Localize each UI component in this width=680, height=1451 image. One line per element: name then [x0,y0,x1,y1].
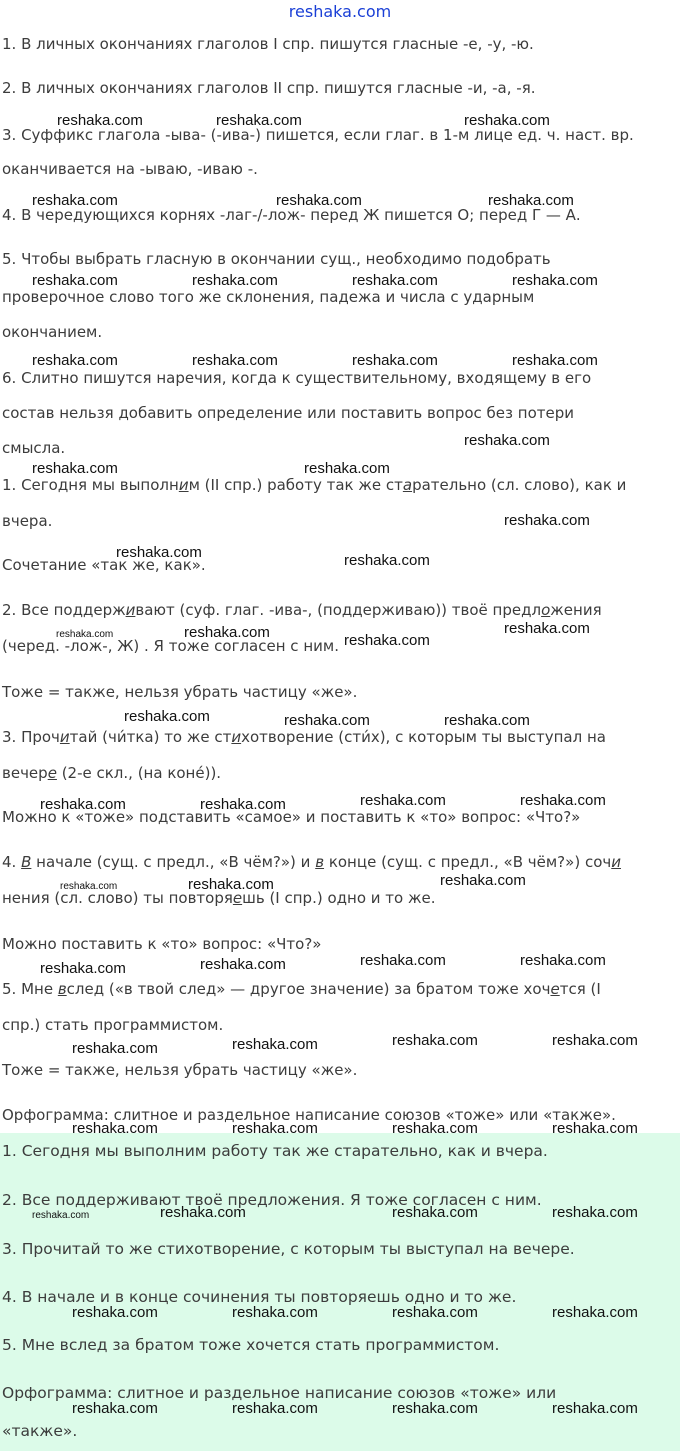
rule-1: 1. В личных окончаниях глаголов I спр. пишутся гласные -е, -у, -ю. [2,35,534,53]
watermark: reshaka.com [520,792,606,809]
watermark: reshaka.com [188,876,274,893]
watermark: reshaka.com [232,1036,318,1053]
watermark: reshaka.com [184,624,270,641]
answer-orthogram: Орфограмма: слитное и раздельное написание союзов «тоже» или [2,1384,557,1402]
rule-5-cont2: окончанием. [2,323,103,341]
watermark: reshaka.com [72,1120,158,1137]
watermark: reshaka.com [32,352,118,369]
analysis-orthogram: Орфограмма: слитное и раздельное написание союзов «тоже» или «также». [2,1106,616,1124]
answer-2: 2. Все поддерживают твоё предложения. Я тоже согласен с ним. [2,1191,542,1209]
watermark: reshaka.com [192,272,278,289]
rule-3-cont: оканчивается на -ываю, -иваю -. [2,160,258,178]
analysis-note-2: Тоже = также, нельзя убрать частицу «же». [2,683,358,701]
watermark: reshaka.com [192,352,278,369]
watermark: reshaka.com [200,796,286,813]
watermark: reshaka.com [464,112,550,129]
analysis-note-3: Можно к «тоже» подставить «самое» и поставить к «то» вопрос: «Что?» [2,808,581,826]
answer-3: 3. Прочитай то же стихотворение, с которым ты выступал на вечере. [2,1240,575,1258]
watermark: reshaka.com [232,1400,318,1417]
analysis-sentence-2-cont: (черед. -лож-, Ж) . Я тоже согласен с ним. [2,637,339,655]
watermark: reshaka.com [32,1210,90,1221]
watermark: reshaka.com [520,952,606,969]
watermark: reshaka.com [392,1204,478,1221]
watermark: reshaka.com [232,1120,318,1137]
analysis-sentence-5: 5. Мне вслед («в твой след» — другое значение) за братом тоже хочется (I [2,980,601,998]
site-link[interactable]: reshaka.com [288,2,392,21]
analysis-sentence-5-cont: спр.) стать программистом. [2,1016,224,1034]
answer-1: 1. Сегодня мы выполним работу так же старательно, как и вчера. [2,1142,548,1160]
watermark: reshaka.com [392,1120,478,1137]
rule-6: 6. Слитно пишутся наречия, когда к существительному, входящему в его [2,369,592,387]
analysis-sentence-2: 2. Все поддерживают (суф. глаг. -ива-, (поддерживаю)) твоё предложения [2,601,602,619]
watermark: reshaka.com [344,552,430,569]
watermark: reshaka.com [72,1400,158,1417]
watermark: reshaka.com [56,629,114,640]
watermark: reshaka.com [552,1032,638,1049]
watermark: reshaka.com [216,112,302,129]
watermark: reshaka.com [552,1400,638,1417]
watermark: reshaka.com [232,1304,318,1321]
rule-3: 3. Суффикс глагола -ыва- (-ива-) пишется, если глаг. в 1-м лице ед. ч. наст. вр. [2,126,634,144]
rule-4: 4. В чередующихся корнях -лаг-/-лож- перед Ж пишется О; перед Г — А. [2,206,581,224]
watermark: reshaka.com [552,1304,638,1321]
watermark: reshaka.com [32,272,118,289]
watermark: reshaka.com [60,881,118,892]
watermark: reshaka.com [392,1400,478,1417]
site-header [0,0,680,26]
watermark: reshaka.com [464,432,550,449]
watermark: reshaka.com [360,792,446,809]
watermark: reshaka.com [276,192,362,209]
watermark: reshaka.com [40,960,126,977]
watermark: reshaka.com [57,112,143,129]
analysis-sentence-1-cont: вчера. [2,512,53,530]
watermark: reshaka.com [352,352,438,369]
rule-2: 2. В личных окончаниях глаголов II спр. пишутся гласные -и, -а, -я. [2,79,536,97]
watermark: reshaka.com [344,632,430,649]
analysis-sentence-4: 4. В начале (сущ. с предл., «В чём?») и в конце (сущ. с предл., «В чём?») сочи [2,853,621,871]
analysis-note-1: Сочетание «так же, как». [2,556,206,574]
analysis-sentence-1: 1. Сегодня мы выполним (II спр.) работу так же старательно (сл. слово), как и [2,476,627,494]
watermark: reshaka.com [360,952,446,969]
watermark: reshaka.com [284,712,370,729]
answer-5: 5. Мне вслед за братом тоже хочется стать программистом. [2,1336,500,1354]
analysis-sentence-3-cont: вечере (2-е скл., (на коне́)). [2,764,222,782]
rule-5: 5. Чтобы выбрать гласную в окончании сущ., необходимо подобрать [2,250,551,268]
watermark: reshaka.com [504,620,590,637]
watermark: reshaka.com [72,1304,158,1321]
rule-5-cont: проверочное слово того же склонения, падежа и числа с ударным [2,288,535,306]
watermark: reshaka.com [552,1204,638,1221]
watermark: reshaka.com [200,956,286,973]
watermark: reshaka.com [40,796,126,813]
watermark: reshaka.com [504,512,590,529]
analysis-sentence-3: 3. Прочитай (чи́тка) то же стихотворение (сти́х), с которым ты выступал на [2,728,606,746]
watermark: reshaka.com [116,544,202,561]
answer-orthogram-cont: «также». [2,1422,78,1440]
analysis-sentence-4-cont: нения (сл. слово) ты повторяешь (I спр.) одно и то же. [2,889,436,907]
watermark: reshaka.com [160,1204,246,1221]
watermark: reshaka.com [352,272,438,289]
watermark: reshaka.com [512,272,598,289]
watermark: reshaka.com [440,872,526,889]
analysis-note-4: Можно поставить к «то» вопрос: «Что?» [2,935,322,953]
watermark: reshaka.com [552,1120,638,1137]
watermark: reshaka.com [72,1040,158,1057]
rule-6-cont: состав нельзя добавить определение или поставить вопрос без потери [2,404,574,422]
watermark: reshaka.com [32,460,118,477]
watermark: reshaka.com [488,192,574,209]
watermark: reshaka.com [392,1032,478,1049]
analysis-note-5: Тоже = также, нельзя убрать частицу «же». [2,1061,358,1079]
watermark: reshaka.com [392,1304,478,1321]
watermark: reshaka.com [304,460,390,477]
watermark: reshaka.com [32,192,118,209]
watermark: reshaka.com [444,712,530,729]
watermark: reshaka.com [124,708,210,725]
answer-4: 4. В начале и в конце сочинения ты повторяешь одно и то же. [2,1288,517,1306]
rule-6-cont2: смысла. [2,439,66,457]
watermark: reshaka.com [512,352,598,369]
